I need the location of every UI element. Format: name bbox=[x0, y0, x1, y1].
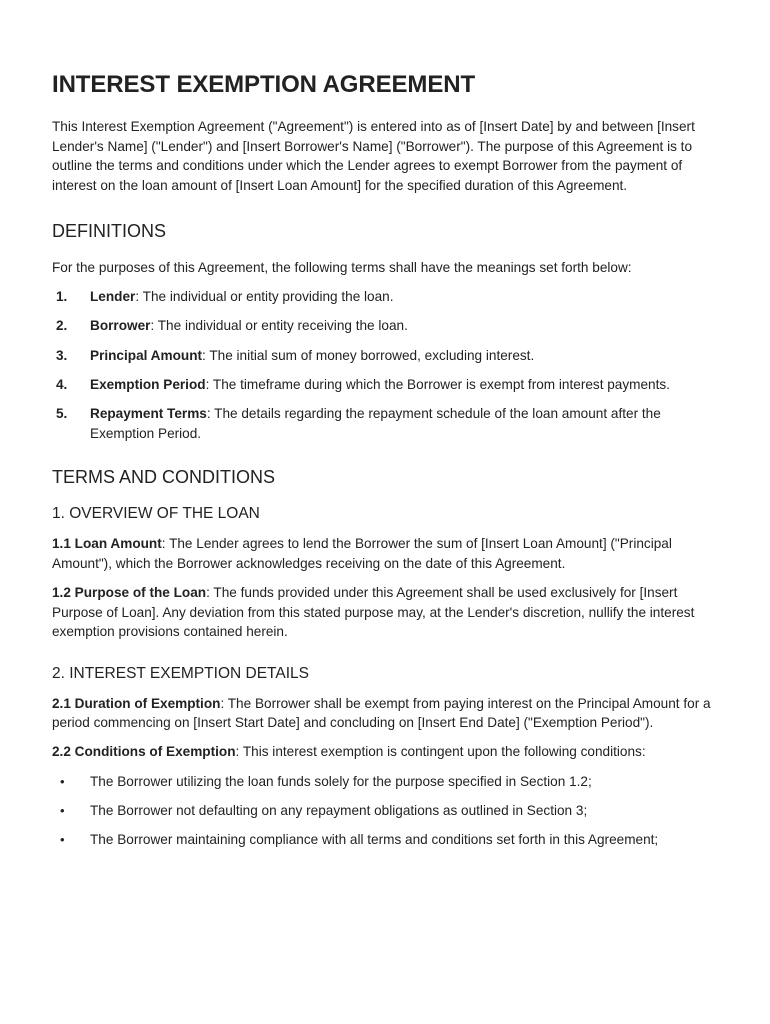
clause-1-1 bbox=[52, 534, 718, 573]
definition-term: Lender bbox=[90, 288, 136, 304]
definition-text: : The details regarding the repayment schedule of the loan amount after the Exemption Period. bbox=[90, 406, 661, 441]
clause-label: 1.1 Loan Amount bbox=[52, 536, 162, 552]
clause-label: 2.2 Conditions of Exemption bbox=[52, 744, 236, 760]
intro-paragraph: This Interest Exemption Agreement ("Agreement") is entered into as of [Insert Date] by and between [Insert Lender's Name] ("Lender") and [Insert Borrower's Name] ("Borrower"). The purpose of this Agreement is to outline the terms and conditions under which the Lender agrees to exempt Borrower from the payment of interest on the loan amount of [Insert Loan Amount] for the specified duration of this Agreement. bbox=[52, 119, 695, 193]
list-number: 2. bbox=[56, 318, 68, 334]
definitions-lead: For the purposes of this Agreement, the following terms shall have the meanings set forth below: bbox=[52, 260, 632, 276]
definitions-list bbox=[52, 287, 718, 443]
definitions-heading: DEFINITIONS bbox=[52, 221, 167, 242]
clause-label: 1.2 Purpose of the Loan bbox=[52, 584, 207, 600]
list-number: 3. bbox=[56, 347, 68, 363]
clause-text: : The Borrower shall be exempt from paying interest on the Principal Amount for a period commencing on [Insert Start Date] and concluding on [Insert End Date] ("Exemption Period"). bbox=[52, 695, 711, 731]
list-number: 4. bbox=[56, 376, 68, 392]
conditions-list bbox=[52, 772, 718, 850]
clause-text: : The funds provided under this Agreement shall be used exclusively for [Insert Purpose of Loan]. Any deviation from this stated purpose may, at the Lender's discretion, nullify the interest exemption provisions contained herein. bbox=[52, 584, 695, 640]
clause-label: 2.1 Duration of Exemption bbox=[52, 695, 221, 711]
definition-text: : The initial sum of money borrowed, excluding interest. bbox=[202, 347, 535, 363]
list-item bbox=[52, 801, 718, 821]
clause-2-1 bbox=[52, 694, 718, 733]
definition-item bbox=[52, 404, 718, 443]
definition-item bbox=[52, 346, 718, 366]
definition-text: : The individual or entity receiving the loan. bbox=[150, 318, 408, 334]
definition-text: : The individual or entity providing the loan. bbox=[135, 288, 394, 304]
list-item bbox=[52, 772, 718, 792]
condition-text: The Borrower maintaining compliance with all terms and conditions set forth in this Agreement; bbox=[90, 832, 659, 848]
definition-text: : The timeframe during which the Borrower is exempt from interest payments. bbox=[205, 376, 670, 392]
list-number: 5. bbox=[56, 406, 68, 422]
list-item bbox=[52, 830, 718, 850]
definition-term: Exemption Period bbox=[90, 376, 206, 392]
condition-text: The Borrower not defaulting on any repayment obligations as outlined in Section 3; bbox=[90, 802, 588, 818]
definition-item bbox=[52, 316, 718, 336]
clause-text: : The Lender agrees to lend the Borrower the sum of [Insert Loan Amount] ("Principal Amount"), which the Borrower acknowledges receiving on the date of this Agreement. bbox=[52, 536, 672, 571]
definition-item bbox=[52, 375, 718, 395]
bullet-icon: • bbox=[60, 773, 65, 789]
document-title: INTEREST EXEMPTION AGREEMENT bbox=[52, 71, 476, 98]
section-1-heading: 1. OVERVIEW OF THE LOAN bbox=[52, 505, 260, 523]
bullet-icon: • bbox=[60, 832, 65, 848]
clause-2-2 bbox=[52, 742, 718, 762]
definition-item bbox=[52, 287, 718, 307]
clause-text: : This interest exemption is contingent upon the following conditions: bbox=[235, 744, 646, 760]
definition-term: Repayment Terms bbox=[90, 406, 207, 422]
terms-heading: TERMS AND CONDITIONS bbox=[52, 467, 276, 488]
clause-1-2 bbox=[52, 583, 718, 642]
definition-term: Borrower bbox=[90, 318, 151, 334]
bullet-icon: • bbox=[60, 802, 65, 818]
section-2-heading: 2. INTEREST EXEMPTION DETAILS bbox=[52, 664, 309, 682]
list-number: 1. bbox=[56, 288, 68, 304]
definition-term: Principal Amount bbox=[90, 347, 203, 363]
condition-text: The Borrower utilizing the loan funds solely for the purpose specified in Section 1.2; bbox=[90, 773, 592, 789]
